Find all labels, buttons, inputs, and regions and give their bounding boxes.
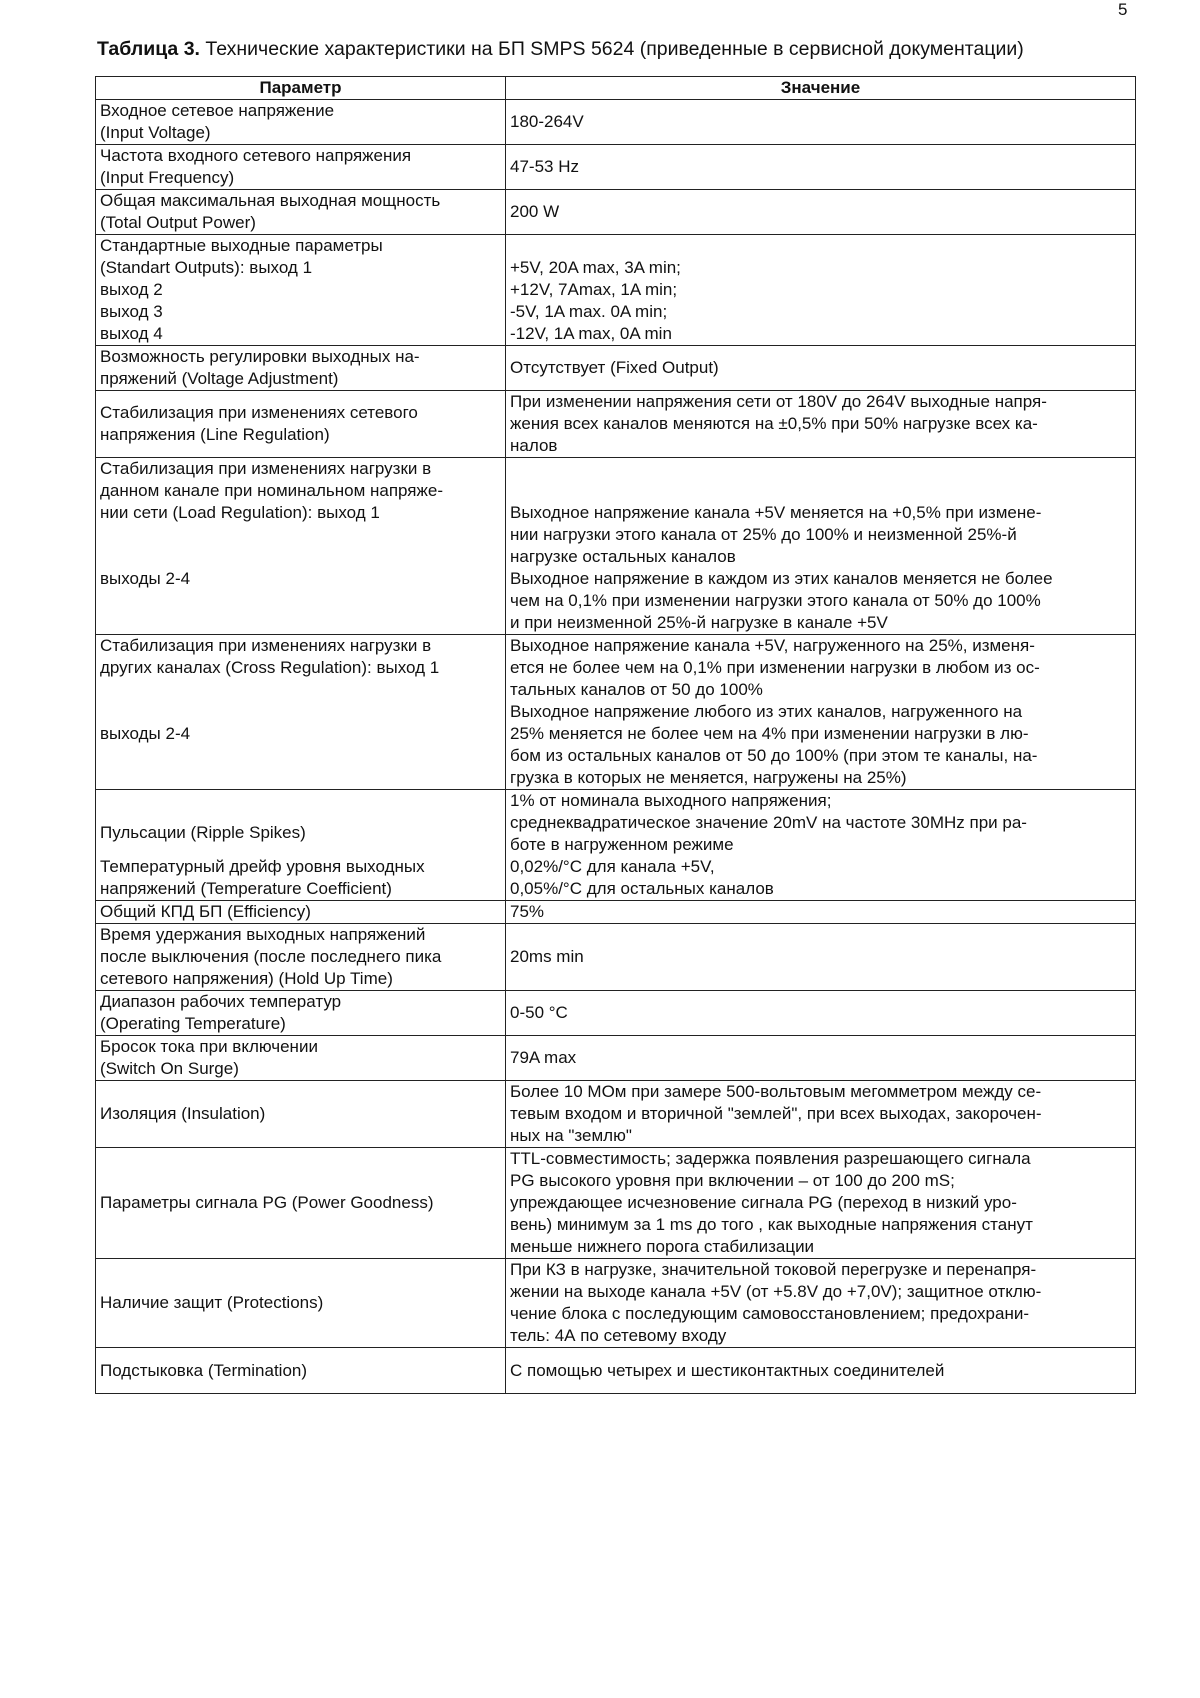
table-row: [96, 924, 1136, 991]
table-row: [96, 145, 1136, 190]
value-line: 200 W: [510, 202, 560, 221]
value-line: 25% меняется не более чем на 4% при изменении нагрузки в лю-: [510, 724, 1029, 743]
value-line: TTL-совместимость; задержка появления разрешающего сигнала: [510, 1149, 1031, 1168]
table-caption: [97, 38, 1024, 61]
param-cell: [96, 1348, 506, 1394]
value-cell: [506, 635, 1136, 790]
table-row: [96, 1148, 1136, 1259]
value-cell: [506, 1081, 1136, 1148]
param-line: (Input Voltage): [100, 123, 211, 142]
param-line: напряжений (Temperature Coefficient): [100, 879, 392, 898]
value-line: 20ms min: [510, 947, 584, 966]
param-line: Входное сетевое напряжение: [100, 101, 335, 120]
param-line: выход 4: [100, 324, 163, 343]
page-number: 5: [1118, 0, 1128, 19]
table-row: [96, 1348, 1136, 1394]
param-line: Изоляция (Insulation): [100, 1104, 266, 1123]
value-line: чем на 0,1% при изменении нагрузки этого канала от 50% до 100%: [510, 591, 1041, 610]
table-row: [96, 1081, 1136, 1148]
value-line: Более 10 МОм при замере 500-вольтовым мегомметром между се-: [510, 1082, 1042, 1101]
param-line: Стабилизация при изменениях нагрузки в: [100, 459, 432, 478]
value-line: налов: [510, 436, 558, 455]
param-line: нии сети (Load Regulation): выход 1: [100, 503, 380, 522]
value-line: -5V, 1A max. 0A min;: [510, 302, 668, 321]
value-line: упреждающее исчезновение сигнала PG (переход в низкий уро-: [510, 1193, 1017, 1212]
param-line: (Standart Outputs): выход 1: [100, 258, 313, 277]
table-row: [96, 235, 1136, 346]
param-line: выход 2: [100, 280, 163, 299]
param-cell: [96, 458, 506, 635]
param-line: (Input Frequency): [100, 168, 235, 187]
param-line: Бросок тока при включении: [100, 1037, 318, 1056]
param-line: Параметры сигнала PG (Power Goodness): [100, 1193, 434, 1212]
table-row: [96, 901, 1136, 924]
value-cell: [506, 901, 1136, 924]
param-cell: [96, 1259, 506, 1348]
param-line: Подстыковка (Termination): [100, 1360, 308, 1380]
param-line: (Total Output Power): [100, 213, 256, 232]
value-line: тальных каналов от 50 до 100%: [510, 680, 763, 699]
value-line: грузка в которых не меняется, нагружены на 25%): [510, 768, 907, 787]
param-line: Время удержания выходных напряжений: [100, 925, 426, 944]
value-cell: [506, 1036, 1136, 1081]
value-cell: [506, 458, 1136, 635]
value-cell: [506, 346, 1136, 391]
table-row: [96, 1259, 1136, 1348]
value-line: 79A max: [510, 1048, 577, 1067]
param-cell: [96, 924, 506, 991]
specifications-table: [95, 76, 1136, 1394]
param-line: напряжения (Line Regulation): [100, 425, 330, 444]
value-line: С помощью четырех и шестиконтактных соединителей: [510, 1360, 945, 1380]
value-cell: [506, 1348, 1136, 1394]
value-line: 75%: [510, 902, 545, 921]
param-line: Стабилизация при изменениях сетевого: [100, 403, 418, 422]
param-line: (Operating Temperature): [100, 1014, 286, 1033]
param-line: Общая максимальная выходная мощность: [100, 191, 441, 210]
value-line: -12V, 1A max, 0A min: [510, 324, 672, 343]
param-line: выходы 2-4: [100, 724, 191, 743]
param-cell: [96, 1148, 506, 1259]
value-line: PG высокого уровня при включении – от 100 до 200 mS;: [510, 1171, 955, 1190]
param-line: Стабилизация при изменениях нагрузки в: [100, 636, 432, 655]
param-line: других каналах (Cross Regulation): выход 1: [100, 658, 440, 677]
param-line: выход 3: [100, 302, 163, 321]
param-line: после выключения (после последнего пика: [100, 947, 442, 966]
param-line: Пульсации (Ripple Spikes): [100, 823, 306, 842]
param-cell: [96, 145, 506, 190]
param-cell: [96, 1036, 506, 1081]
value-cell: [506, 190, 1136, 235]
param-line: Температурный дрейф уровня выходных: [100, 857, 425, 876]
value-cell: [506, 235, 1136, 346]
param-line: Общий КПД БП (Efficiency): [100, 902, 311, 921]
column-header-value: Значение: [506, 77, 1136, 100]
param-line: Частота входного сетевого напряжения: [100, 146, 412, 165]
value-line: тевым входом и вторичной "землей", при всех выходах, закорочен-: [510, 1104, 1042, 1123]
value-line: Отсутствует (Fixed Output): [510, 358, 719, 377]
value-line: меньше нижнего порога стабилизации: [510, 1237, 815, 1256]
param-cell: [96, 901, 506, 924]
value-cell: [506, 790, 1136, 901]
param-cell: [96, 991, 506, 1036]
table-row: [96, 991, 1136, 1036]
table-row: [96, 190, 1136, 235]
param-line: Диапазон рабочих температур: [100, 992, 342, 1011]
value-line: Выходное напряжение любого из этих каналов, нагруженного на: [510, 702, 1023, 721]
param-line: Возможность регулировки выходных на-: [100, 347, 420, 366]
param-cell: [96, 190, 506, 235]
param-line: Стандартные выходные параметры: [100, 236, 383, 255]
param-cell: [96, 1081, 506, 1148]
value-line: 0,05%/°С для остальных каналов: [510, 879, 774, 898]
value-line: ных на "землю": [510, 1126, 632, 1145]
param-cell: [96, 635, 506, 790]
value-line: При изменении напряжения сети от 180V до 264V выходные напря-: [510, 392, 1047, 411]
value-line: боте в нагруженном режиме: [510, 835, 734, 854]
param-cell: [96, 100, 506, 145]
value-line: нагрузке остальных каналов: [510, 547, 736, 566]
value-line: 0,02%/°С для канала +5V,: [510, 857, 715, 876]
value-cell: [506, 1259, 1136, 1348]
value-line: тель: 4А по сетевому входу: [510, 1326, 727, 1345]
param-line: сетевого напряжения) (Hold Up Time): [100, 969, 393, 988]
value-line: бом из остальных каналов от 50 до 100% (при этом те каналы, на-: [510, 746, 1038, 765]
param-line: выходы 2-4: [100, 569, 191, 588]
param-cell: [96, 346, 506, 391]
caption-label: Таблица 3.: [97, 38, 200, 60]
value-line: +12V, 7Amax, 1A min;: [510, 280, 678, 299]
value-line: вень) минимум за 1 ms до того , как выходные напряжения станут: [510, 1215, 1033, 1234]
value-cell: [506, 100, 1136, 145]
value-cell: [506, 1148, 1136, 1259]
param-line: Наличие защит (Protections): [100, 1293, 324, 1312]
table-row: [96, 391, 1136, 458]
table-row: [96, 790, 1136, 901]
value-line: среднеквадратическое значение 20mV на частоте 30MHz при ра-: [510, 813, 1027, 832]
table-row: [96, 346, 1136, 391]
value-line: 180-264V: [510, 112, 584, 131]
value-line: Выходное напряжение канала +5V, нагруженного на 25%, изменя-: [510, 636, 1035, 655]
value-line: ется не более чем на 0,1% при изменении нагрузки в любом из ос-: [510, 658, 1040, 677]
param-cell: [96, 391, 506, 458]
value-line: жения всех каналов меняются на ±0,5% при 50% нагрузке всех ка-: [510, 414, 1038, 433]
table-row: [96, 635, 1136, 790]
value-line: и при неизменной 25%-й нагрузке в канале +5V: [510, 613, 888, 632]
column-header-parameter: Параметр: [96, 77, 506, 100]
param-cell: [96, 790, 506, 901]
value-cell: [506, 924, 1136, 991]
table-header-row: [96, 77, 1136, 100]
caption-text: Технические характеристики на БП SMPS 5624 (приведенные в сервисной документации): [205, 38, 1024, 60]
value-line: +5V, 20A max, 3A min;: [510, 258, 681, 277]
value-cell: [506, 391, 1136, 458]
value-line: нии нагрузки этого канала от 25% до 100% и неизменной 25%-й: [510, 525, 1017, 544]
param-line: пряжений (Voltage Adjustment): [100, 369, 339, 388]
value-line: Выходное напряжение канала +5V меняется на +0,5% при измене-: [510, 503, 1042, 522]
param-cell: [96, 235, 506, 346]
value-cell: [506, 991, 1136, 1036]
table-row: [96, 1036, 1136, 1081]
value-line: 1% от номинала выходного напряжения;: [510, 791, 832, 810]
value-line: 0-50 °С: [510, 1003, 568, 1022]
param-line: (Switch On Surge): [100, 1059, 239, 1078]
table-row: [96, 458, 1136, 635]
value-line: чение блока с последующим самовосстановлением; предохрани-: [510, 1304, 1029, 1323]
value-line: жении на выходе канала +5V (от +5.8V до +7,0V); защитное отклю-: [510, 1282, 1042, 1301]
value-line: Выходное напряжение в каждом из этих каналов меняется не более: [510, 569, 1053, 588]
value-cell: [506, 145, 1136, 190]
param-line: данном канале при номинальном напряже-: [100, 481, 444, 500]
value-line: 47-53 Hz: [510, 157, 579, 176]
value-line: При КЗ в нагрузке, значительной токовой перегрузке и перенапря-: [510, 1260, 1037, 1279]
table-row: [96, 100, 1136, 145]
